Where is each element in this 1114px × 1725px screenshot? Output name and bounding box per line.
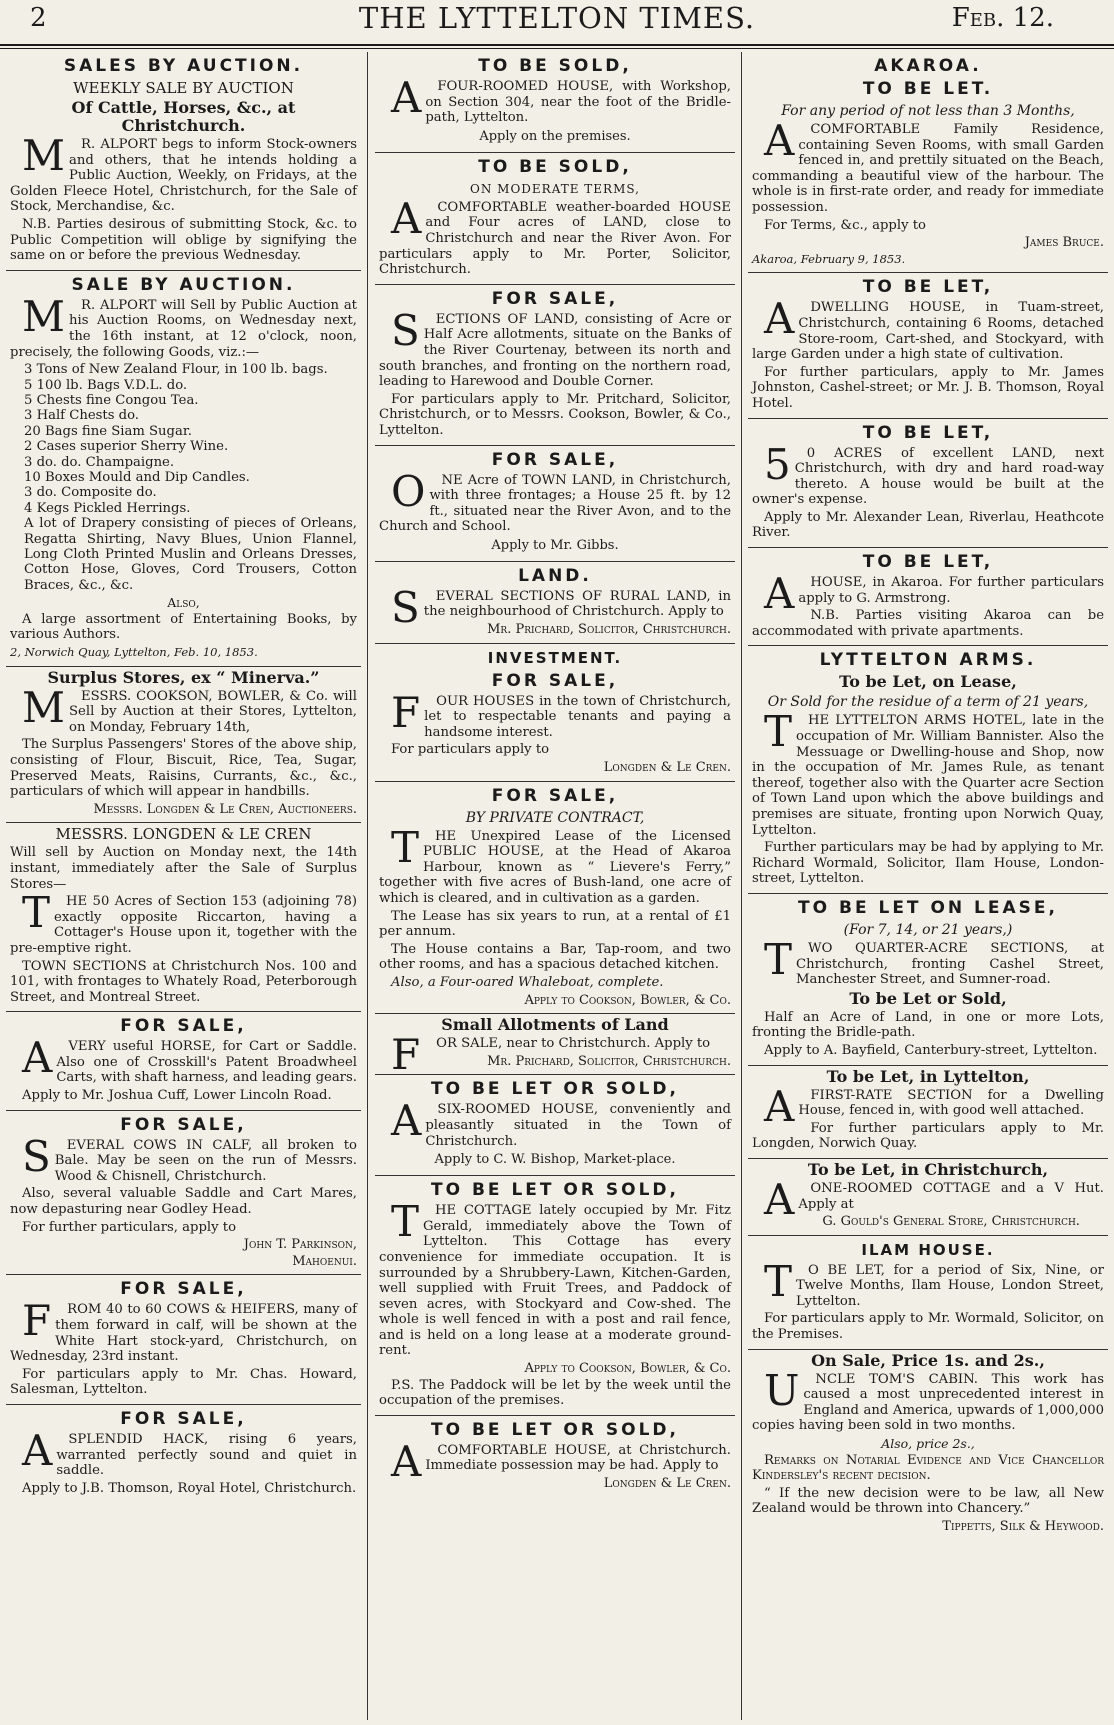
advert-intro: Will sell by Auction on Monday next, the 14th instant, immediately after the Sale of Surplus Stores—: [10, 845, 357, 892]
advert-surplus-stores: [6, 667, 361, 824]
advert-body: ACOMFORTABLE HOUSE, at Christchurch. Immediate possession may be had. Apply to: [391, 1436, 731, 1486]
advert-heading: TO BE LET,: [862, 277, 994, 298]
list-item: 20 Bags fine Siam Sugar.: [24, 423, 192, 439]
column-divider: [367, 52, 368, 1720]
advert-body: THE 50 Acres of Section 153 (adjoining 78) exactly opposite Riccarton, having a Cottager's House upon it, together with the pre-emptive right.: [10, 888, 357, 956]
list-item: 10 Boxes Mould and Dip Candles.: [24, 469, 250, 485]
advert-text: For particulars apply to Mr. Wormald, Solicitor, on the Premises.: [752, 1311, 1104, 1343]
column-3: [748, 52, 1108, 1720]
advert-small-allotments: [375, 1014, 735, 1080]
advert-body: ONE Acre of TOWN LAND, in Christchurch, with three frontages; a House 25 ft. by 12 ft., situated near the River Avon, and to the Church and School.: [379, 466, 731, 535]
advert-town-land: [375, 446, 735, 562]
advert-body: THE Unexpired Lease of the Licensed PUBLIC HOUSE, at the Head of Akaroa Harbour, known as “ Lievere's Ferry,” together with five acres of Bush-land, one acre of which is cleared, and in cultivation as a garden.: [379, 822, 731, 906]
advert-signature: Mr. Prichard, Solicitor, Christchurch.: [487, 622, 731, 638]
advert-body: 50 ACRES of excellent LAND, next Christchurch, with dry and hard road-way thereto. A house would be built at the owner's expense.: [752, 439, 1104, 508]
list-item: 5 100 lb. Bags V.D.L. do.: [24, 377, 188, 393]
advert-heading: FOR SALE,: [491, 449, 619, 470]
page-number: 2: [30, 3, 47, 33]
advert-fifty-acres: [748, 419, 1108, 549]
advert-heading: SALE BY AUCTION.: [71, 274, 296, 295]
advert-four-roomed-house: [375, 52, 735, 153]
advert-signature: Mr. Prichard, Solicitor, Christchurch.: [487, 1053, 731, 1069]
column-1: [6, 52, 361, 1720]
advert-heading: ILAM HOUSE.: [861, 1240, 995, 1259]
advert-text: P.S. The Paddock will be let by the week until the occupation of the premises.: [379, 1377, 731, 1409]
advert-heading: TO BE LET.: [862, 79, 994, 99]
advert-lyttelton-arms: [748, 646, 1108, 894]
advert-akaroa: [748, 52, 1108, 273]
advert-text: “ If the new decision were to be law, all New Zealand would be thrown into Chancery.”: [752, 1485, 1104, 1517]
advert-subheading: WEEKLY SALE BY AUCTION: [73, 79, 294, 97]
advert-text: Also, a Four-oared Whaleboat, complete.: [391, 974, 664, 990]
advert-text: For particulars apply to Mr. Pritchard, Solicitor, Christchurch, or to Messrs. Cookson, Bowler, & Co., Lyttelton.: [379, 391, 731, 438]
masthead: [0, 0, 1114, 46]
advert-body: ASPLENDID HACK, rising 6 years, warranted perfectly sound and quiet in saddle.: [22, 1425, 357, 1479]
advert-public-house-lease: [375, 782, 735, 1015]
advert-subheading: To be Let, on Lease,: [839, 672, 1017, 692]
advert-text: Apply to Mr. Gibbs.: [491, 537, 619, 553]
advert-signature: Apply to Cookson, Bowler, & Co.: [524, 992, 731, 1008]
advert-text: For further particulars, apply to Mr. James Johnston, Cashel-street; or Mr. J. B. Thomson, Royal Hotel.: [752, 364, 1104, 411]
advert-heading: FOR SALE,: [120, 1016, 247, 1037]
column-divider: [741, 52, 742, 1720]
advert-body: MR. ALPORT begs to inform Stock-owners and others, that he intends holding a Public Auction, Weekly, on Fridays, at the Golden Fleece Hotel, Christchurch, for the Sale of Stock, Merchandise, &c.: [10, 131, 357, 215]
advert-body: ACOMFORTABLE Family Residence, containing Seven Rooms, with small Garden fenced in, and prettily situated on the Beach, commanding a beautiful view of the harbour. The whole is in first-rate order, and ready for immediate possession.: [752, 116, 1104, 215]
advert-weekly-sale: [6, 52, 361, 271]
advert-body: AFOUR-ROOMED HOUSE, with Workshop, on Section 304, near the foot of the Bridle-path, Lyttelton.: [391, 73, 731, 126]
advert-weatherboarded-house: [375, 153, 735, 285]
advert-body: FOR SALE, near to Christchurch. Apply to: [391, 1030, 711, 1080]
advert-text: Apply to Mr. Joshua Cuff, Lower Lincoln Road.: [22, 1088, 332, 1104]
advert-text: For further particulars apply to Mr. Longden, Norwich Quay.: [752, 1120, 1104, 1152]
advert-heading: TO BE SOLD,: [478, 56, 632, 76]
advert-body: THE LYTTELTON ARMS HOTEL, late in the occupation of Mr. William Bannister. Also the Messuage or Dwelling-house and Shop, now in the occupation of Mr. James Rule, as tenant thereof, together also with the Quarter acre Section of Town Land upon which the above buildings and premises are situate, fronting upon Norwich Quay, Lyttelton.: [752, 707, 1104, 838]
advert-body: TO BE LET, for a period of Six, Nine, or Twelve Months, Ilam House, London Street, Lyttelton.: [764, 1256, 1104, 1309]
advert-text: Half an Acre of Land, in one or more Lots, fronting the Bridle-path.: [752, 1009, 1104, 1041]
advert-uncle-toms-cabin: [748, 1350, 1108, 1540]
list-item: 2 Cases superior Sherry Wine.: [24, 439, 229, 455]
advert-also: Also,: [167, 595, 200, 611]
advert-comfortable-house: [375, 1416, 735, 1497]
advert-text: Apply on the premises.: [479, 128, 631, 144]
advert-body: AVERY useful HORSE, for Cart or Saddle. Also one of Crosskill's Patent Broadwheel Carts, with shaft harness, and leading gears.: [22, 1033, 357, 1086]
advert-subheading: BY PRIVATE CONTRACT,: [465, 809, 645, 826]
advert-body: FOUR HOUSES in the town of Christchurch, let to respectable tenants and paying a handsome interest.: [391, 687, 731, 740]
advert-heading: FOR SALE,: [120, 1279, 247, 1300]
advert-heading: INVESTMENT.: [487, 648, 623, 667]
advert-heading: MESSRS. LONGDEN & LE CREN: [55, 825, 312, 844]
advert-six-roomed-house: [375, 1075, 735, 1176]
advert-dateline: Akaroa, February 9, 1853.: [752, 251, 906, 266]
masthead-rule: [0, 48, 1114, 49]
advert-house-akaroa: [748, 548, 1108, 646]
advert-heading: Small Allotments of Land: [441, 1015, 669, 1035]
advert-text: Apply to C. W. Bishop, Market-place.: [434, 1152, 676, 1168]
advert-heading: AKAROA.: [874, 56, 982, 76]
advert-body: AHOUSE, in Akaroa. For further particulars apply to G. Armstrong.: [764, 569, 1104, 619]
advert-heading: Surplus Stores, ex “ Minerva.”: [47, 667, 320, 687]
advert-horse-for-sale: [6, 1012, 361, 1110]
advert-text: N.B. Parties visiting Akaroa can be accommodated with private apartments.: [752, 608, 1104, 639]
advert-signature: Mahoenui.: [292, 1253, 357, 1269]
advert-body: AONE-ROOMED COTTAGE and a V Hut. Apply at: [764, 1174, 1104, 1224]
advert-text: The Surplus Passengers' Stores of the above ship, consisting of Flour, Biscuit, Rice, Tea, Sugar, Preserved Meats, Raisins, Currants, &c., &c., particulars of which will appear in handbills.: [10, 737, 357, 800]
advert-body: ACOMFORTABLE weather-boarded HOUSE and Four acres of LAND, close to Christchurch and near the River Avon. For particulars apply to Mr. Porter, Solicitor, Christchurch.: [379, 193, 731, 278]
advert-signature: Longden & Le Cren.: [603, 1476, 731, 1492]
advert-cottage: [375, 1176, 735, 1416]
advert-text: Apply to Mr. Alexander Lean, Riverlau, Heathcote River.: [752, 509, 1104, 541]
advert-body: MESSRS. COOKSON, BOWLER, & Co. will Sell by Auction at their Stores, Lyttelton, on Monday, February 14th,: [22, 682, 357, 735]
advert-body: ASIX-ROOMED HOUSE, conveniently and pleasantly situated in the Town of Christchurch.: [391, 1096, 731, 1149]
list-item: 3 do. do. Champaigne.: [24, 454, 175, 470]
advert-heading: TO BE LET ON LEASE,: [798, 897, 1058, 918]
list-item: 4 Kegs Pickled Herrings.: [24, 500, 191, 516]
issue-date: Feb. 12.: [951, 3, 1054, 33]
list-item: 3 Tons of New Zealand Flour, in 100 lb. bags.: [24, 362, 328, 378]
advert-body: FROM 40 to 60 COWS & HEIFERS, many of them forward in calf, will be shown at the White Hart stock-yard, Christchurch, on Wednesday, 23rd instant.: [10, 1296, 357, 1365]
advert-body: AFIRST-RATE SECTION for a Dwelling House, fenced in, with good well attached.: [764, 1081, 1104, 1131]
advert-text: Apply to J.B. Thomson, Royal Hotel, Christchurch.: [22, 1480, 357, 1496]
advert-heading: FOR SALE,: [491, 785, 619, 806]
advert-signature: John T. Parkinson,: [243, 1237, 357, 1253]
list-item: 5 Chests fine Congou Tea.: [24, 392, 199, 408]
advert-heading: TO BE SOLD,: [478, 156, 632, 177]
advert-text: For Terms, &c., apply to: [764, 217, 926, 233]
advert-text: The House contains a Bar, Tap-room, and two other rooms, and has a spacious detached kitchen.: [379, 941, 731, 973]
advert-longden-le-cren: [6, 823, 361, 1012]
advert-signature: Messrs. Longden & Le Cren, Auctioneers.: [93, 801, 357, 817]
goods-list: [10, 362, 357, 593]
advert-text: Further particulars may be had by applying to Mr. Richard Wormald, Solicitor, Ilam House, London-street, Lyttelton.: [752, 840, 1104, 887]
advert-text: A large assortment of Entertaining Books, by various Authors.: [10, 611, 357, 643]
column-2: [375, 52, 735, 1720]
advert-subheading: (For 7, 14, or 21 years,): [843, 921, 1013, 938]
advert-text: The Lease has six years to run, at a rental of £1 per annum.: [379, 908, 731, 940]
advert-ilam-house: [748, 1236, 1108, 1350]
advert-rural-land: [375, 562, 735, 644]
advert-text: For particulars apply to Mr. Chas. Howard, Salesman, Lyttelton.: [10, 1366, 357, 1398]
advert-quarter-acre-sections: [748, 894, 1108, 1066]
advert-text: For particulars apply to: [391, 742, 550, 758]
advert-subheading: ON MODERATE TERMS,: [470, 181, 640, 196]
advert-heifers-for-sale: [6, 1275, 361, 1405]
advert-body: ADWELLING HOUSE, in Tuam-street, Christchurch, containing 6 Rooms, detached Store-room, Cart-shed, and Stockyard, with large Garden under a high state of cultivation.: [752, 294, 1104, 363]
advert-body: SEVERAL SECTIONS OF RURAL LAND, in the neighbourhood of Christchurch. Apply to: [391, 582, 731, 632]
advert-heading: TO BE LET,: [862, 422, 994, 443]
advert-heading: LYTTELTON ARMS.: [819, 650, 1037, 671]
advert-body: UNCLE TOM'S CABIN. This work has caused a most unprecedented interest in England and America, upwards of 1,000,000 copies having been sold in two months.: [752, 1365, 1104, 1434]
advert-text: For further particulars, apply to: [22, 1219, 237, 1235]
advert-sale-by-auction: [6, 271, 361, 667]
advert-investment: [375, 644, 735, 782]
advert-body: SEVERAL COWS IN CALF, all broken to Bale. May be seen on the run of Messrs. Wood & Chisnell, Christchurch.: [22, 1131, 357, 1184]
list-item: 3 Half Chests do.: [24, 408, 139, 424]
advert-heading: TO BE LET OR SOLD,: [431, 1180, 679, 1201]
advert-body: MR. ALPORT will Sell by Public Auction at his Auction Rooms, on Wednesday next, the 16th instant, at 12 o'clock, noon, precisely, the following Goods, viz.:—: [10, 291, 357, 360]
advert-signature: James Bruce.: [1024, 235, 1104, 251]
advert-subheading: For any period of not less than 3 Months,: [781, 103, 1075, 119]
advert-heading: FOR SALE,: [120, 1408, 247, 1429]
advert-heading: TO BE LET OR SOLD,: [431, 1419, 679, 1440]
advert-signature: Apply to Cookson, Bowler, & Co.: [524, 1361, 731, 1377]
advert-heading: SALES BY AUCTION.: [63, 56, 304, 76]
advert-cottage-christchurch: [748, 1159, 1108, 1236]
advert-signature: Tippetts, Silk & Heywood.: [942, 1519, 1104, 1534]
advert-sections-of-land: [375, 285, 735, 446]
advert-heading: FOR SALE,: [491, 288, 619, 309]
advert-note: N.B. Parties desirous of submitting Stock, &c. to Public Competition will oblige by signifying the same on or before the previous Wednesday.: [10, 216, 357, 264]
advert-heading: FOR SALE,: [120, 1114, 247, 1135]
advert-dateline: 2, Norwich Quay, Lyttelton, Feb. 10, 1853.: [10, 645, 258, 659]
advert-hack-for-sale: [6, 1405, 361, 1502]
advert-body: TWO QUARTER-ACRE SECTIONS, at Christchurch, fronting Cashel Street, Manchester Street, and Sumner-road.: [764, 934, 1104, 988]
advert-heading: On Sale, Price 1s. and 2s.,: [811, 1350, 1045, 1370]
advert-subheading: Or Sold for the residue of a term of 21 years,: [767, 694, 1089, 711]
newspaper-title: THE LYTTELTON TIMES.: [358, 1, 756, 35]
advert-heading: TO BE LET OR SOLD,: [431, 1079, 679, 1100]
advert-subheading: Of Cattle, Horses, &c., at Christchurch.: [71, 98, 296, 135]
list-item: 3 do. Composite do.: [24, 485, 157, 501]
advert-signature: Longden & Le Cren.: [603, 760, 731, 776]
advert-heading: To be Let, in Lyttelton,: [826, 1066, 1030, 1086]
advert-heading: TO BE LET,: [862, 552, 994, 573]
advert-text: Remarks on Notarial Evidence and Vice Chancellor Kindersley's recent decision.: [752, 1452, 1104, 1484]
advert-signature: G. Gould's General Store, Christchurch.: [822, 1214, 1080, 1230]
advert-subheading: To be Let or Sold,: [849, 988, 1007, 1008]
advert-body: THE COTTAGE lately occupied by Mr. Fitz Gerald, immediately above the Town of Lyttelton. This Cottage has every convenience for immediate occupation. It is surrounded by a Shrubbery-Lawn, Kitchen-Garden, well supplied with Fruit Trees, and Paddock of seven acres, with Stockyard and Cow-shed. The whole is well fenced in with a post and rail fence, and is held on a long lease at a moderate ground-rent.: [379, 1197, 731, 1359]
advert-dwelling-house: [748, 273, 1108, 418]
advert-body: SECTIONS OF LAND, consisting of Acre or Half Acre allotments, situate on the Banks of the River Courtenay, between its north and south branches, and fronting on the northern road, leading to Harewood and Double Corner.: [379, 305, 731, 390]
advert-heading: To be Let, in Christchurch,: [807, 1159, 1049, 1179]
list-item: A lot of Drapery consisting of pieces of Orleans, Regatta Shirting, Navy Blues, Union Flannel, Long Cloth Printed Muslin and Orleans Dresses, Cotton Hose, Gloves, Cord Trousers, Cotton Braces, &c., &c.: [24, 516, 357, 593]
advert-heading: FOR SALE,: [491, 670, 619, 691]
advert-text: Also, several valuable Saddle and Cart Mares, now depasturing near Godley Head.: [10, 1186, 357, 1218]
advert-heading: LAND.: [518, 565, 592, 586]
advert-cows-for-sale: [6, 1111, 361, 1276]
advert-also: Also, price 2s.,: [881, 1436, 975, 1452]
advert-text: TOWN SECTIONS at Christchurch Nos. 100 and 101, with frontages to Whately Road, Peterborough Street, and Montreal Street.: [10, 958, 357, 1005]
advert-text: Apply to A. Bayfield, Canterbury-street, Lyttelton.: [764, 1042, 1098, 1058]
advert-section-lyttelton: [748, 1066, 1108, 1159]
